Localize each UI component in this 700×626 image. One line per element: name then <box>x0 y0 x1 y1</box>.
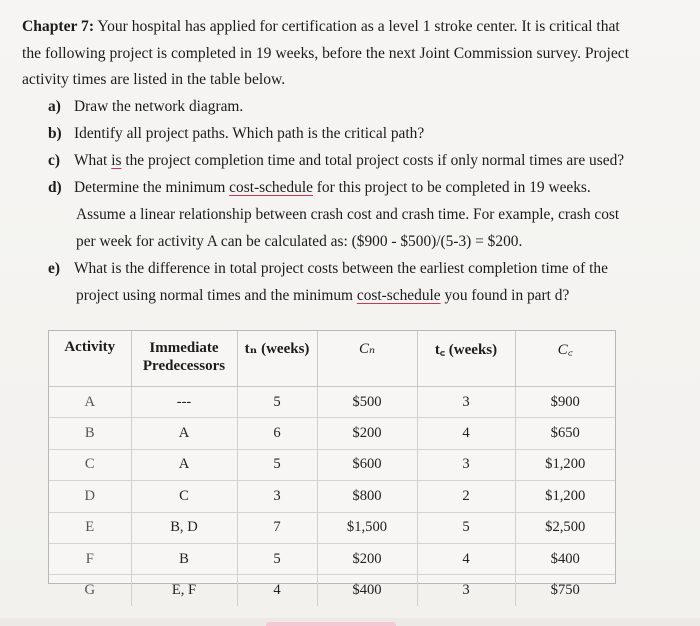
cell-normal-cost: $500 <box>317 387 417 418</box>
question-c-label: c) <box>48 152 60 169</box>
question-e: e) What is the difference in total project costs between the earliest completion time of the <box>48 256 608 283</box>
intro-line-1: Chapter 7: Your hospital has applied for certification as a level 1 stroke center. It is critical that <box>22 18 620 35</box>
header-crash-time: t꜀ (weeks) <box>417 331 515 387</box>
cell-crash-cost: $650 <box>515 418 615 449</box>
table-row <box>49 481 615 512</box>
cell-predecessors: A <box>131 449 237 480</box>
cell-activity: E <box>49 512 131 543</box>
cell-predecessors: --- <box>131 387 237 418</box>
question-d-continuation-1: Assume a linear relationship between crash cost and crash time. For example, crash cost <box>76 206 620 223</box>
cell-crash-time: 2 <box>417 481 515 512</box>
cell-normal-time: 3 <box>237 481 317 512</box>
question-e-continuation: project using normal times and the minimum cost-schedule you found in part d? <box>76 287 570 304</box>
intro-line-2: the following project is completed in 19 weeks, before the next Joint Commission survey. Project <box>22 44 630 62</box>
cell-normal-time: 7 <box>237 512 317 543</box>
cell-activity: C <box>49 449 131 480</box>
cell-predecessors: C <box>131 481 237 512</box>
header-crash-cost: C꜀ <box>515 331 615 387</box>
cell-crash-time: 4 <box>417 543 515 574</box>
table-row <box>49 449 615 480</box>
question-c: c) What is the project completion time and total project costs if only normal times are used? <box>48 148 624 175</box>
question-a-label: a) <box>48 98 61 115</box>
cell-crash-time: 3 <box>417 449 515 480</box>
cell-normal-cost: $200 <box>317 418 417 449</box>
cell-activity: G <box>84 582 96 599</box>
problem-intro <box>22 14 682 94</box>
cell-predecessors: B <box>131 543 237 574</box>
cell-predecessors: B, D <box>131 512 237 543</box>
question-d-label: d) <box>48 179 62 196</box>
cell-normal-time: 4 <box>237 575 317 606</box>
cell-crash-cost: $900 <box>515 387 615 418</box>
cell-normal-cost: $1,500 <box>317 512 417 543</box>
cell-predecessors: E, F <box>131 575 237 606</box>
header-predecessors: Immediate Predecessors <box>131 331 237 387</box>
question-d: d) Determine the minimum cost-schedule for this project to be completed in 19 weeks. <box>48 175 591 202</box>
page-edge-highlight <box>266 622 396 626</box>
activity-table <box>48 330 616 599</box>
chapter-label: Chapter 7: <box>22 18 95 35</box>
cell-activity: D <box>49 481 131 512</box>
cell-normal-time: 5 <box>237 387 317 418</box>
cell-normal-cost: $200 <box>317 543 417 574</box>
question-b-label: b) <box>48 125 62 142</box>
header-normal-cost: Cₙ <box>317 331 417 387</box>
cell-crash-cost: $2,500 <box>515 512 615 543</box>
question-e-label: e) <box>48 260 60 277</box>
table-row <box>49 387 615 418</box>
cell-crash-time: 4 <box>417 418 515 449</box>
table-header-row <box>49 331 615 387</box>
header-normal-time: tₙ (weeks) <box>237 331 317 387</box>
table-row <box>49 418 615 449</box>
cell-crash-cost: $750 <box>515 575 615 606</box>
cell-crash-time: 3 <box>417 387 515 418</box>
cell-crash-cost: $1,200 <box>515 449 615 480</box>
cell-activity: B <box>49 418 131 449</box>
intro-line-3: activity times are listed in the table below. <box>22 71 286 88</box>
activity-data-table <box>49 331 615 606</box>
cell-crash-cost: $400 <box>515 543 615 574</box>
cell-crash-cost: $1,200 <box>515 481 615 512</box>
cell-normal-cost: $600 <box>317 449 417 480</box>
cell-normal-time: 6 <box>237 418 317 449</box>
header-activity: Activity <box>49 331 131 387</box>
cell-activity: F <box>49 543 131 574</box>
cell-normal-time: 5 <box>237 449 317 480</box>
cell-predecessors: A <box>131 418 237 449</box>
cell-normal-cost: $400 <box>317 575 417 606</box>
question-a: a) Draw the network diagram. <box>48 94 243 121</box>
table-row <box>49 543 615 574</box>
cell-normal-time: 5 <box>237 543 317 574</box>
question-d-continuation-2: per week for activity A can be calculated as: ($900 - $500)/(5-3) = $200. <box>76 233 523 250</box>
table-row <box>49 575 615 606</box>
cell-crash-time: 5 <box>417 512 515 543</box>
cell-activity: A <box>49 387 131 418</box>
table-row <box>49 512 615 543</box>
cell-crash-time: 3 <box>417 575 515 606</box>
question-b: b) Identify all project paths. Which path is the critical path? <box>48 121 424 148</box>
cell-normal-cost: $800 <box>317 481 417 512</box>
